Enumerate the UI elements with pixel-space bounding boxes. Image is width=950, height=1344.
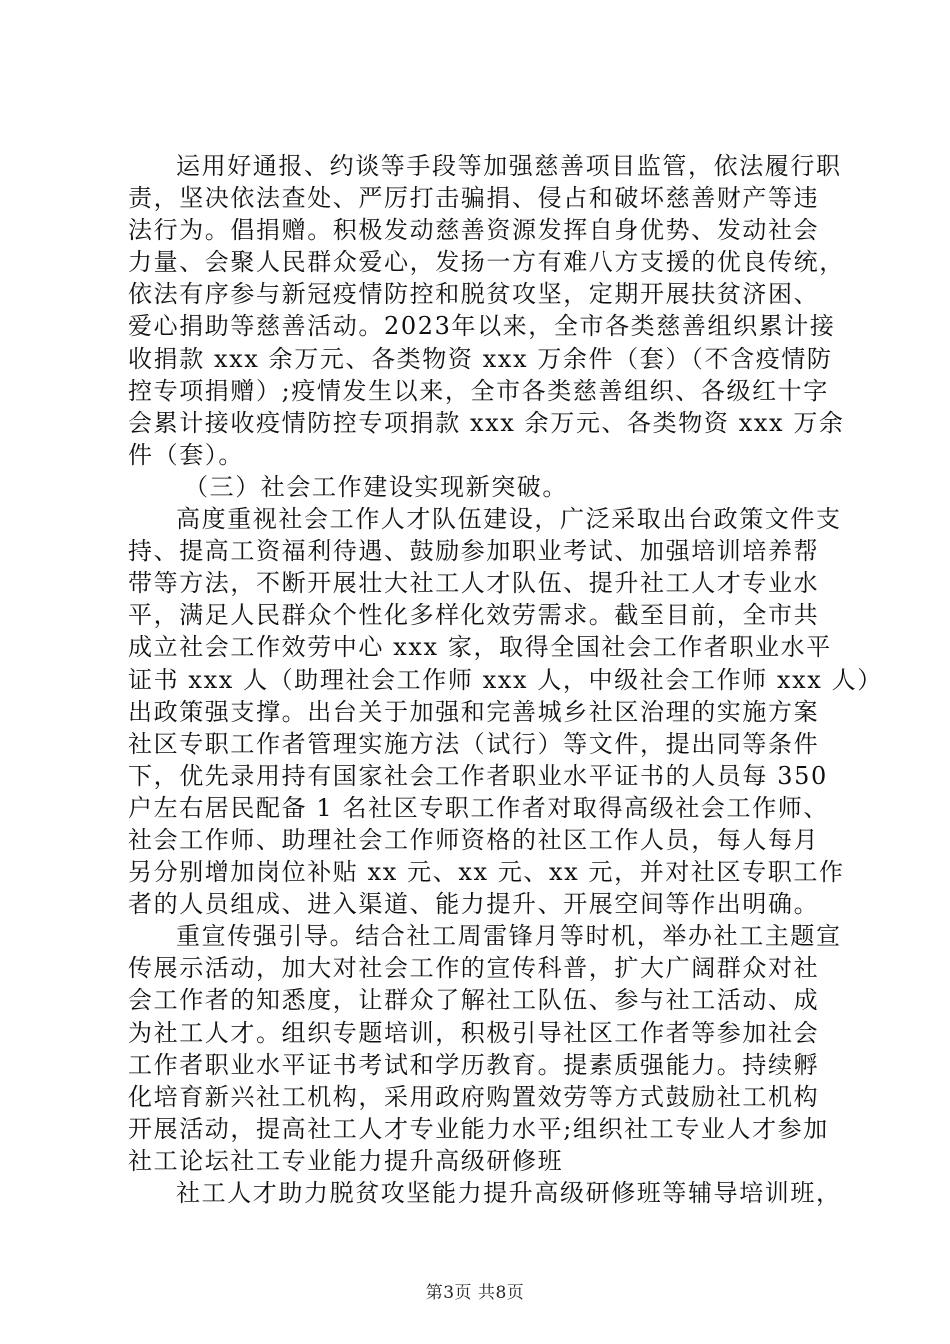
text-line-9: 会累计接收疫情防控专项捐款 xxx 余万元、各类物资 xxx 万余	[128, 408, 845, 437]
section-heading: （三）社会工作建设实现新突破。	[184, 472, 568, 501]
text-line-33: 社工人才助力脱贫攻坚能力提升高级研修班等辅导培训班，	[176, 1179, 842, 1207]
body-text	[128, 150, 883, 1209]
text-line-20: 下，优先录用持有国家社会工作者职业水平证书的人员每 350	[128, 761, 828, 790]
text-line-25: 重宣传强引导。结合社工周雷锋月等时机，举办社工主题宣	[176, 922, 842, 951]
text-line-1: 运用好通报、约谈等手段等加强慈善项目监管，依法履行职	[176, 152, 842, 180]
text-line-6: 爱心捐助等慈善活动。2023年以来，全市各类慈善组织累计接	[128, 312, 836, 341]
text-line-13: 持、提高工资福利待遇、鼓励参加职业考试、加强培训培养帮	[128, 537, 820, 566]
text-line-24: 者的人员组成、进入渠道、能力提升、开展空间等作出明确。	[128, 890, 820, 919]
text-line-19: 社区专职工作者管理实施方法（试行）等文件，提出同等条件	[128, 729, 820, 758]
text-line-15: 平，满足人民群众个性化多样化效劳需求。截至目前，全市共	[128, 601, 820, 630]
text-line-12: 高度重视社会工作人才队伍建设，广泛采取出台政策文件支	[176, 505, 842, 534]
text-line-32: 社工论坛社工专业能力提升高级研修班	[128, 1146, 564, 1175]
text-line-5: 依法有序参与新冠疫情防控和脱贫攻坚，定期开展扶贫济困、	[128, 280, 820, 309]
text-line-14: 带等方法，不断开展壮大社工人才队伍、提升社工人才专业水	[128, 569, 820, 598]
text-line-30: 化培育新兴社工机构，采用政府购置效劳等方式鼓励社工机构	[128, 1082, 820, 1111]
text-line-28: 为社工人才。组织专题培训，积极引导社区工作者等参加社会	[128, 1018, 820, 1047]
text-line-2: 责，坚决依法查处、严厉打击骗捐、侵占和破坏慈善财产等违	[128, 184, 820, 213]
text-line-10: 件（套）。	[128, 440, 244, 469]
text-line-21: 户左右居民配备 1 名社区专职工作者对取得高级社会工作师、	[128, 793, 829, 822]
text-line-29: 工作者职业水平证书考试和学历教育。提素质强能力。持续孵	[128, 1050, 820, 1079]
text-line-31: 开展活动，提高社工人才专业能力水平;组织社工专业人才参加	[128, 1114, 829, 1143]
text-line-4: 力量、会聚人民群众爱心，发扬一方有难八方支援的优良传统，	[128, 248, 845, 277]
text-line-17: 证书 xxx 人（助理社会工作师 xxx 人，中级社会工作师 xxx 人）	[128, 665, 883, 694]
text-line-8: 控专项捐赠）;疫情发生以来，全市各类慈善组织、各级红十字	[128, 376, 829, 405]
text-line-26: 传展示活动，加大对社会工作的宣传科普，扩大广阔群众对社	[128, 954, 820, 983]
text-line-3: 法行为。倡捐赠。积极发动慈善资源发挥自身优势、发动社会	[128, 216, 820, 245]
page-number-footer: 第3页 共8页	[425, 1283, 525, 1303]
text-line-27: 会工作者的知悉度，让群众了解社工队伍、参与社工活动、成	[128, 986, 820, 1015]
text-line-18: 出政策强支撑。出台关于加强和完善城乡社区治理的实施方案	[128, 697, 820, 726]
text-line-22: 社会工作师、助理社会工作师资格的社区工作人员，每人每月	[128, 825, 820, 854]
text-line-16: 成立社会工作效劳中心 xxx 家，取得全国社会工作者职业水平	[128, 633, 832, 662]
text-line-7: 收捐款 xxx 余万元、各类物资 xxx 万余件（套）（不含疫情防	[128, 344, 833, 373]
text-line-23: 另分别增加岗位补贴 xx 元、xx 元、xx 元，并对社区专职工作	[128, 858, 845, 887]
